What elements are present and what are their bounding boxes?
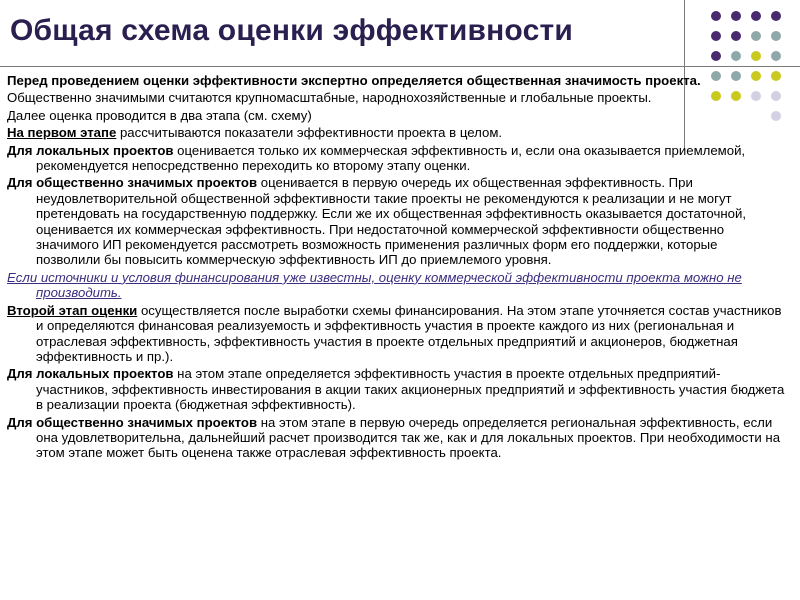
paragraph-public-stage-one xyxy=(7,175,785,267)
paragraph-public-stage-two xyxy=(7,415,785,461)
paragraph-financing-note: Если источники и условия финансирования уже известны, оценку коммерческой эффективности проекта можно не производить. xyxy=(7,269,742,301)
local-stage-two-lead: Для локальных проектов xyxy=(7,366,174,382)
decorative-dot xyxy=(731,31,741,41)
stage-two-lead: Второй этап оценки xyxy=(7,302,138,318)
decorative-dot xyxy=(731,11,741,21)
paragraph-two-stages: Далее оценка проводится в два этапа (см. схему) xyxy=(7,107,312,123)
decorative-dot xyxy=(711,51,721,61)
public-stage-one-text: оценивается в первую очередь их общественная эффективность. При неудовлетворительной общественной эффективности такие проекты не рекомендуются к реализации и не могут претендовать на государственную поддержку. Если же их общественная эффективность оказывается достаточной, оценивается их коммерческая эффективность. При недостаточной коммерческой эффективности общественно значимого ИП рекомендуется рассмотреть возможность применения различных форм его поддержки, которые позволили бы повысить коммерческую эффективность ИП до приемлемого уровня. xyxy=(36,175,746,268)
decorative-dot xyxy=(771,31,781,41)
local-stage-one-text: оценивается только их коммерческая эффективность и, если она оказывается приемлемой, рекомендуется непосредственно переходить ко второму этапу оценки. xyxy=(36,142,746,174)
decorative-dot xyxy=(771,51,781,61)
decorative-dot xyxy=(711,31,721,41)
slide-title: Общая схема оценки эффективности xyxy=(10,14,573,47)
paragraph-significance: Общественно значимыми считаются крупномасштабные, народнохозяйственные и глобальные проекты. xyxy=(7,90,652,106)
decorative-dot xyxy=(771,11,781,21)
public-stage-two-text: на этом этапе в первую очередь определяется региональная эффективность, если она удовлетворительна, дальнейший расчет производится так же, как и для локальных проектов. При необходимости на этом этапе может быть оценена также отраслевая эффективность проекта. xyxy=(36,414,781,461)
paragraph-intro: Перед проведением оценки эффективности экспертно определяется общественная значимость проекта. xyxy=(7,73,701,88)
decorative-dot xyxy=(731,51,741,61)
slide-body xyxy=(7,73,785,463)
paragraph-local-stage-two xyxy=(7,366,785,412)
stage-two-text: осуществляется после выработки схемы финансирования. На этом этапе уточняется состав участников и определяются финансовая реализуемость и эффективность участия в проекте каждого из них (региональная и отраслевая эффективность, эффективность участия в проекте отдельных предприятий и акционеров, бюджетная эффективность и пр.). xyxy=(36,302,782,364)
paragraph-stage-one xyxy=(7,125,785,140)
public-stage-one-lead: Для общественно значимых проектов xyxy=(7,175,258,191)
paragraph-local-stage-one xyxy=(7,143,785,174)
title-divider xyxy=(0,66,800,67)
decorative-dot xyxy=(751,11,761,21)
public-stage-two-lead: Для общественно значимых проектов xyxy=(7,414,258,430)
decorative-dot xyxy=(751,51,761,61)
decorative-dot xyxy=(711,11,721,21)
decorative-dot xyxy=(751,31,761,41)
local-stage-two-text: на этом этапе определяется эффективность участия в проекте отдельных предприятий-участников, эффективность инвестирования в акции таких акционерных предприятий и эффективность участия бюджета в реализации проекта (бюджетная эффективность). xyxy=(36,366,785,413)
stage-one-lead: На первом этапе xyxy=(7,125,117,141)
stage-one-text: рассчитываются показатели эффективности проекта в целом. xyxy=(116,125,503,141)
local-stage-one-lead: Для локальных проектов xyxy=(7,142,174,158)
paragraph-stage-two xyxy=(7,303,785,365)
